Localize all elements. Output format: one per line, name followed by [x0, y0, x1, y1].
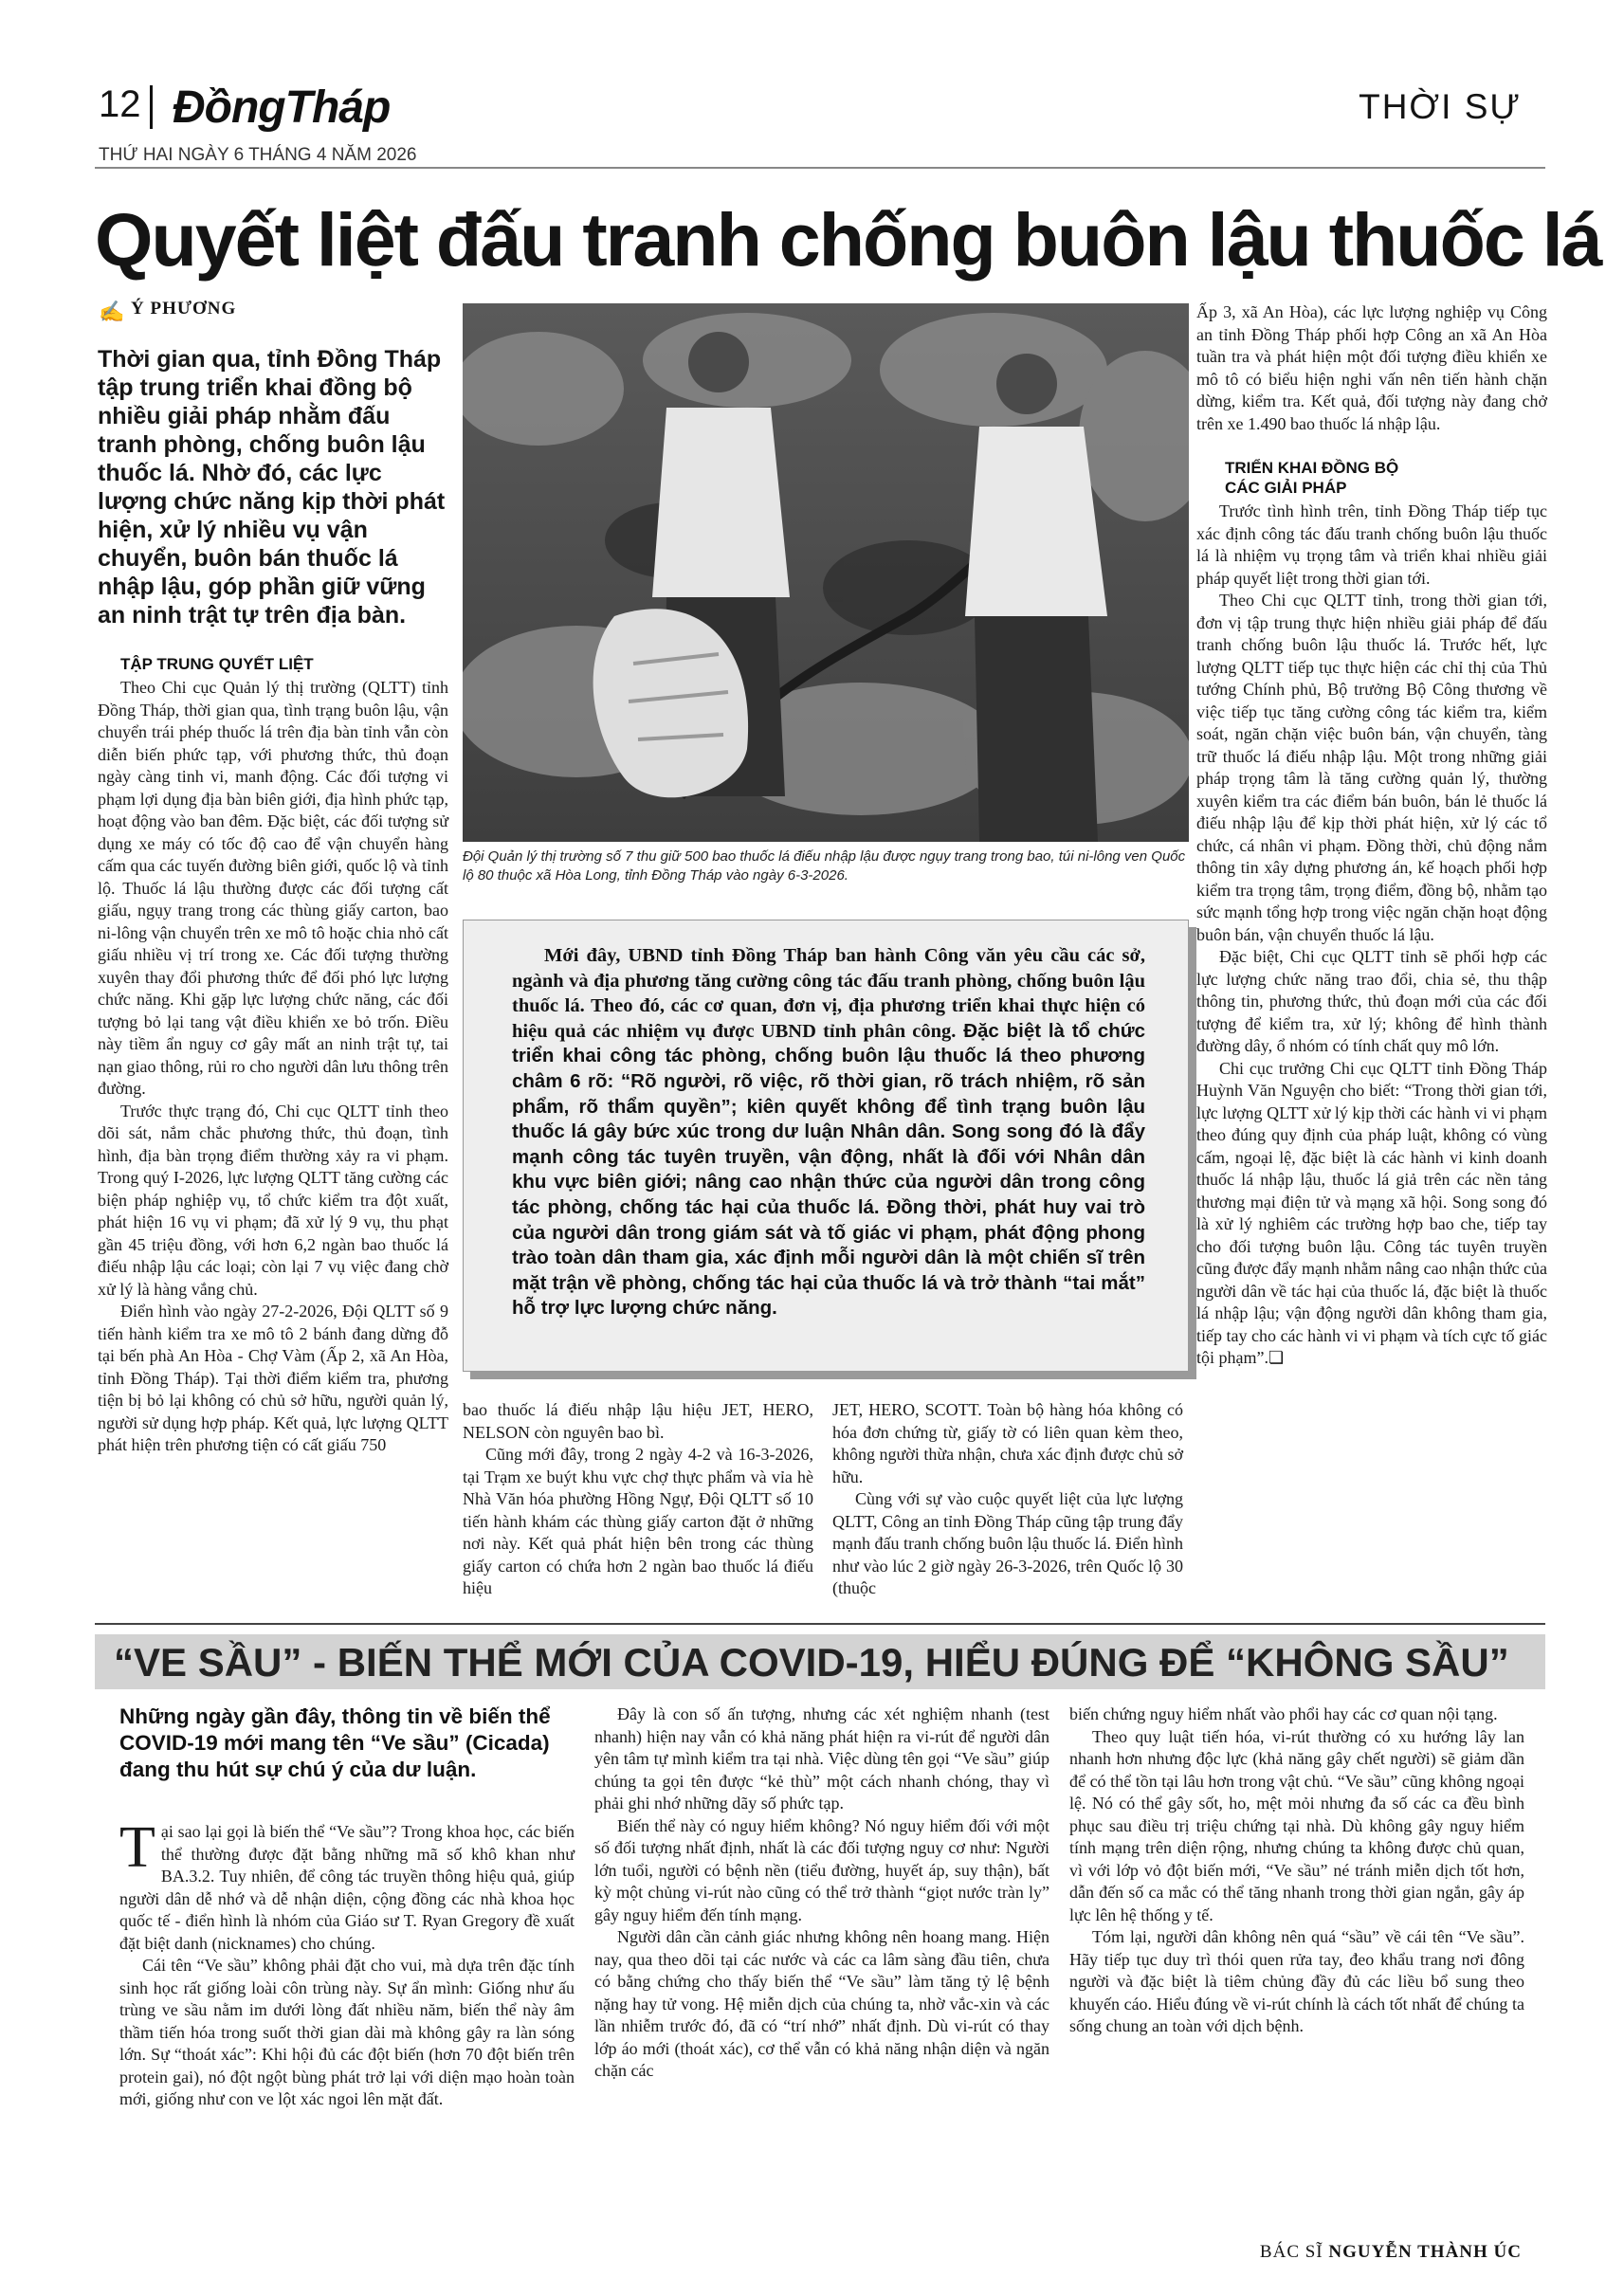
covid-author-signature	[1260, 2242, 1522, 2263]
article-photo	[463, 303, 1189, 842]
covid-article-lead: Những ngày gần đây, thông tin về biến thể COVID-19 mới mang tên “Ve sầu” (Cicada) đang thu hút sự chú ý của dư luận.	[119, 1704, 551, 1781]
paragraph: Biến thể này có nguy hiểm không? Nó nguy hiểm đối với một số đối tượng nhất định, nhất là các đối tượng nguy cơ như: Người lớn tuổi, người có bệnh nền (tiểu đường, huyết áp, suy thận), bất kỳ một chủng vi-rút nào cũng có thể trở thành “giọt nước tràn ly” gây nguy hiểm đến tính mạng.	[594, 1815, 1049, 1924]
paragraph: Tóm lại, người dân không nên quá “sầu” về cái tên “Ve sầu”. Hãy tiếp tục duy trì thói quen rửa tay, đeo khẩu trang nơi đông người và đặc biệt là tiêm chủng đầy đủ các liều bổ sung theo khuyến cáo. Hiểu đúng về vi-rút chính là cách tốt nhất để chúng ta sống chung an toàn với dịch bệnh.	[1069, 1927, 1524, 2035]
article-column-3	[832, 1399, 1183, 1600]
article-column-4	[1196, 301, 1547, 1370]
paragraph: Theo Chi cục Quản lý thị trường (QLTT) tỉnh Đồng Tháp, thời gian qua, tình trạng buôn lậu, vận chuyển trái phép thuốc lá trên địa bàn tỉnh vẫn còn diễn biến phức tạp, với phương thức, thủ đoạn ngày càng tinh vi, manh động. Các đối tượng vi phạm lợi dụng địa bàn biên giới, địa hình phức tạp, hoạt động vào ban đêm. Đặc biệt, các đối tượng sử dụng xe máy có tốc độ cao để vận chuyển hàng cấm qua các tuyến đường biên giới, quốc lộ và tỉnh lộ. Thuốc lá lậu thường được các đối tượng cất giấu, ngụy trang trong các thùng giấy carton, bao ni-lông vận chuyển trên xe mô tô hoặc chia nhỏ cất giấu nhiều vị trí trong xe. Các đối tượng thường xuyên thay đổi phương thức để đối phó lực lượng chức năng. Khi gặp lực lượng chức năng, các đối tượng bỏ lại tang vật điều khiển xe bỏ trốn. Điều này tiềm ẩn nguy cơ gây mất an ninh trật tự, tai nạn giao thông, rủi ro cho người dân lưu thông trên đường.	[98, 678, 448, 1098]
covid-column-2	[594, 1704, 1049, 2083]
subhead-focus: TẬP TRUNG QUYẾT LIỆT	[120, 655, 314, 673]
paragraph: Cái tên “Ve sầu” không phải đặt cho vui, mà dựa trên đặc tính sinh học rất giống loài côn trùng này. Sự ẩn mình: Giống như ấu trùng ve sầu nằm im dưới lòng đất nhiều năm, biến thể này âm thầm tiến hóa trong suốt thời gian dài mà không gây ra làn sóng lớn. Sự “thoát xác”: Khi hội đủ các đột biến (hơn 70 đột biến trên protein gai), nó đột ngột bùng phát trở lại với diện mạo hoàn toàn mới, giống như con ve lột xác ngoi lên mặt đất.	[119, 1956, 575, 2108]
article-headline: Quyết liệt đấu tranh chống buôn lậu thuốc lá	[95, 197, 1601, 282]
photo-illustration	[463, 303, 1189, 842]
photo-caption: Đội Quản lý thị trường số 7 thu giữ 500 bao thuốc lá điếu nhập lậu được ngụy trang trong bao, túi ni-lông ven Quốc lộ 80 thuộc xã Hòa Long, tỉnh Đồng Tháp vào ngày 6-3-2026.	[463, 848, 1186, 884]
newspaper-logo: ĐồngTháp	[173, 82, 391, 133]
paragraph: Đây là con số ấn tượng, nhưng các xét nghiệm nhanh (test nhanh) hiện nay vẫn có khả năng phát hiện ra vi-rút để người dân yên tâm tự mình kiểm tra tại nhà. Việc dùng tên gọi “Ve sầu” giúp chúng ta gọi tên được “kẻ thù” một cách nhanh chóng, thay vì phải ghi nhớ những dãy số phức tạp.	[594, 1704, 1049, 1813]
paragraph: Cũng mới đây, trong 2 ngày 4-2 và 16-3-2026, tại Trạm xe buýt khu vực chợ thực phẩm và vỉa hè Nhà Văn hóa phường Hồng Ngự, Đội QLTT số 10 tiến hành khám các thùng giấy carton đặt ở những nơi này. Kết quả phát hiện bên trong các thùng giấy carton có chứa hơn 2 ngàn bao thuốc lá điếu hiệu	[463, 1445, 813, 1597]
paragraph: Theo Chi cục QLTT tỉnh, trong thời gian tới, đơn vị tập trung thực hiện nhiều giải pháp để đấu tranh chống buôn lậu thuốc lá. Trước hết, lực lượng QLTT tiếp tục thực hiện các chỉ thị của Thủ tướng Chính phủ, Bộ trưởng Bộ Công thương về việc tiếp tục tăng cường công tác kiểm tra, kiểm soát, ngăn chặn việc buôn bán, vận chuyển, tàng trữ thuốc lá điếu nhập lậu. Một trong những giải pháp trọng tâm là tăng cường quản lý, thường xuyên kiểm tra các điểm bán buôn, bán lẻ thuốc lá điếu nhập lậu để kịp thời phát hiện, xử lý các tổ chức, cá nhân vi phạm. Đồng thời, chủ động nắm thông tin xây dựng phương án, kế hoạch phối hợp kiểm tra trọng tâm, trọng điểm, đồng bộ, nhằm tạo sức mạnh tổng hợp trong việc ngăn chặn hoạt động buôn bán, vận chuyển thuốc lá lậu.	[1196, 591, 1547, 944]
paragraph: JET, HERO, SCOTT. Toàn bộ hàng hóa không có hóa đơn chứng từ, giấy tờ có liên quan kèm theo, không người thừa nhận, chưa xác định được chủ sở hữu.	[832, 1400, 1183, 1486]
article-column-2	[463, 1399, 813, 1600]
paragraph-text: ại sao lại gọi là biến thể “Ve sầu”? Trong khoa học, các biến thể thường được đặt bằng những mã số khô khan như BA.3.2. Tuy nhiên, để công tác truyền thông hiệu quả, giúp người dân dễ nhớ và dễ nhận diện, cộng đồng các nhà khoa học quốc tế - điển hình là nhóm của Giáo sư T. Ryan Gregory đề xuất đặt biệt danh (nicknames) cho chúng.	[119, 1822, 575, 1953]
paragraph: Điển hình vào ngày 27-2-2026, Đội QLTT số 9 tiến hành kiểm tra xe mô tô 2 bánh đang dừng đỗ tại bến phà An Hòa - Chợ Vàm (Ấp 2, xã An Hòa, tỉnh Đồng Tháp). Tại thời điểm kiểm tra, phương tiện bị bỏ lại không có chủ sở hữu, người quản lý, người sử dụng hợp pháp. Kết quả, lực lượng QLTT phát hiện trên phương tiện có cất giấu 750	[98, 1302, 448, 1454]
pen-icon: ✍	[99, 300, 125, 323]
highlight-box-text	[512, 943, 1145, 1321]
article-divider	[95, 1623, 1545, 1625]
article-author: Ý PHƯƠNG	[131, 299, 237, 319]
article-column-1	[98, 654, 448, 1457]
column-4-body	[1196, 501, 1547, 1370]
box-paragraph-2: Đặc biệt là tổ chức triển khai công tác phòng, chống buôn lậu thuốc lá theo phương châm 6 rõ: “Rõ người, rõ việc, rõ thời gian, rõ trách nhiệm, rõ sản phẩm, rõ thẩm quyền”; kiên quyết không để tình trạng buôn lậu thuốc lá gây bức xúc trong dư luận Nhân dân. Song song đó là đẩy mạnh công tác tuyên truyền, vận động, nhất là đối với Nhân dân khu vực biên giới; nâng cao nhận thức của người dân trong công tác phòng, chống tác hại của thuốc lá. Đồng thời, phát huy vai trò của người dân trong giám sát và tố giác vi phạm, phát động phong trào toàn dân tham gia, xác định mỗi người dân là một chiến sĩ trên mặt trận về phòng, chống tác hại của thuốc lá và trở thành “tai mắt” hỗ trợ lực lượng chức năng.	[512, 1019, 1145, 1320]
column-4-top	[1196, 301, 1547, 435]
paragraph: Theo quy luật tiến hóa, vi-rút thường có xu hướng lây lan nhanh hơn nhưng độc lực (khả năng gây chết người) sẽ giảm dần để có thể tồn tại lâu hơn trong vật chủ. “Ve sầu” cũng không ngoại lệ. Nó có thể gây sốt, ho, mệt mỏi nhưng đa số các ca đều bình phục sau điều trị triệu chứng tại nhà. Dù không gây nguy hiểm tính mạng trên diện rộng, nhưng chúng ta không được chủ quan, vì với lớp vỏ đột biến mới, “Ve sầu” né tránh miễn dịch tốt hơn, dẫn đến số ca mắc có thể tăng nhanh trong thời gian ngắn, gây áp lực lên hệ thống y tế.	[1069, 1726, 1524, 1924]
paragraph: Người dân cần cảnh giác nhưng không nên hoang mang. Hiện nay, qua theo dõi tại các nước và các ca lâm sàng đầu tiên, chưa có bằng chứng cho thấy biến thể “Ve sầu” làm tăng tỷ lệ bệnh nặng hay tử vong. Hệ miễn dịch của chúng ta, nhờ vắc-xin và các lần nhiễm trước đó, đã có “trí nhớ” nhất định. Dù vi-rút có thay lớp áo mới (thoát xác), cơ thể vẫn có khả năng nhận diện và ngăn chặn các	[594, 1927, 1049, 2080]
signature-name: NGUYỄN THÀNH ÚC	[1328, 2242, 1522, 2262]
paragraph	[119, 1815, 575, 1955]
paragraph: Ấp 3, xã An Hòa), các lực lượng nghiệp vụ Công an tỉnh Đồng Tháp phối hợp Công an xã An Hòa tuần tra và phát hiện một đối tượng điều khiển xe mô tô có biểu hiện nghi vấn nên tiến hành chặn dừng, kiểm tra. Kết quả, đối tượng này đang chở trên xe 1.490 bao thuốc lá nhập lậu.	[1196, 302, 1547, 433]
drop-cap: T	[119, 1815, 155, 1880]
signature-prefix: BÁC SĨ	[1259, 2242, 1329, 2262]
paragraph: Đặc biệt, Chi cục QLTT tỉnh sẽ phối hợp các lực lượng chức năng trao đổi, chia sẻ, thu thập thông tin, phương thức, thủ đoạn mới của các đối tượng để kiểm tra, xử lý; không để hình thành đường dây, ổ nhóm có tính chất quy mô lớn.	[1196, 947, 1547, 1055]
header-rule	[95, 167, 1545, 169]
section-title: THỜI SỰ	[1359, 87, 1522, 126]
page-number-divider	[150, 85, 153, 129]
covid-column-1	[119, 1815, 575, 2111]
paragraph: biến chứng nguy hiểm nhất vào phổi hay các cơ quan nội tạng.	[1069, 1704, 1498, 1723]
subhead-solutions: TRIỂN KHAI ĐỒNG BỘ CÁC GIẢI PHÁP	[1225, 459, 1399, 497]
paragraph: Cùng với sự vào cuộc quyết liệt của lực lượng QLTT, Công an tỉnh Đồng Tháp cũng tập trung đẩy mạnh đấu tranh chống buôn lậu thuốc lá. Điển hình như vào lúc 2 giờ ngày 26-3-2026, trên Quốc lộ 30 (thuộc	[832, 1489, 1183, 1597]
page-number: 12	[99, 83, 141, 125]
column-1-body	[98, 677, 448, 1457]
covid-column-3	[1069, 1704, 1524, 2038]
paragraph: Trước tình hình trên, tỉnh Đồng Tháp tiếp tục xác định công tác đấu tranh chống buôn lậu thuốc lá là nhiệm vụ trọng tâm và triển khai nhiều giải pháp quyết liệt trong thời gian tới.	[1196, 501, 1547, 588]
article-lead: Thời gian qua, tỉnh Đồng Tháp tập trung triển khai đồng bộ nhiều giải pháp nhằm đấu tranh phòng, chống buôn lậu thuốc lá. Nhờ đó, các lực lượng chức năng kịp thời phát hiện, xử lý nhiều vụ vận chuyển, buôn bán thuốc lá nhập lậu, góp phần giữ vững an ninh trật tự trên địa bàn.	[98, 346, 446, 629]
paragraph: Chi cục trưởng Chi cục QLTT tỉnh Đồng Tháp Huỳnh Văn Nguyện cho biết: “Trong thời gian tới, lực lượng QLTT xử lý kịp thời các hành vi vi phạm theo đúng quy định của pháp luật, không có vùng cấm, ngoại lệ, đặc biệt là các hành vi kinh doanh thuốc lá nhập lậu, thuốc lá giả trên các nền tảng thương mại điện tử và mạng xã hội. Song song đó là xử lý nghiêm các trường hợp bao che, tiếp tay cho đối tượng buôn lậu. Công tác tuyên truyền cũng được đẩy mạnh nhằm nâng cao nhận thức của người dân về tác hại của thuốc lá, đặc biệt là thuốc lá nhập lậu; vận động người dân không tham gia, tiếp tay cho các hành vi vi phạm và tích cực tố giác tội phạm”.❏	[1196, 1058, 1547, 1367]
paragraph: Trước thực trạng đó, Chi cục QLTT tỉnh theo dõi sát, nắm chắc phương thức, thủ đoạn, tình hình, địa bàn trọng điểm thường xảy ra vi phạm. Trong quý I-2026, lực lượng QLTT tăng cường các biện pháp nghiệp vụ, tổ chức kiểm tra đột xuất, phát hiện 16 vụ vi phạm; đã xử lý 9 vụ, thu phạt gần 45 triệu đồng, với hơn 6,2 ngàn bao thuốc lá điếu nhập lậu các loại; còn lại 7 vụ việc đang chờ xử lý là hàng vắng chủ.	[98, 1101, 448, 1299]
covid-article-title: “VE SẦU” - BIẾN THỂ MỚI CỦA COVID-19, HIỂU ĐÚNG ĐỂ “KHÔNG SẦU”	[114, 1640, 1509, 1685]
issue-date: THỨ HAI NGÀY 6 THÁNG 4 NĂM 2026	[99, 145, 417, 165]
box-paragraph-1: Mới đây, UBND tỉnh Đồng Tháp ban hành Công văn yêu cầu các sở, ngành và địa phương tăng cường công tác đấu tranh phòng, chống buôn lậu thuốc lá. Theo đó, các cơ quan, đơn vị, địa phương triển khai thực hiện có hiệu quả các nhiệm vụ được UBND tỉnh phân công.	[512, 945, 1145, 1042]
paragraph: bao thuốc lá điếu nhập lậu hiệu JET, HERO, NELSON còn nguyên bao bì.	[463, 1400, 813, 1442]
